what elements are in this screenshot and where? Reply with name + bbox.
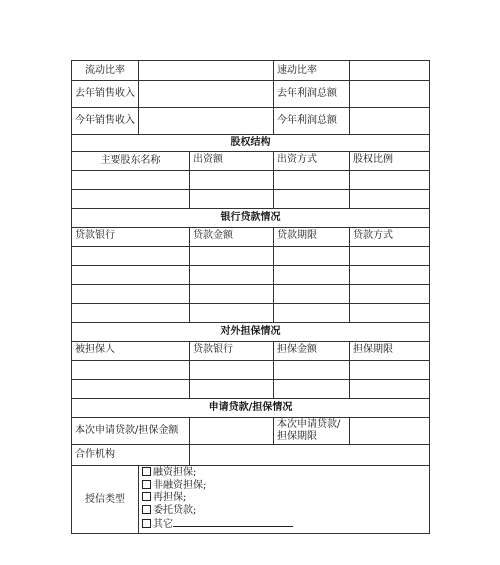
loans-cell[interactable] (190, 285, 274, 304)
loans-cell[interactable] (72, 266, 190, 285)
option-non-financing-guarantee[interactable]: 非融资担保; (142, 480, 426, 493)
guarantee-header-amount: 担保金额 (274, 342, 350, 361)
loans-cell[interactable] (72, 285, 190, 304)
loans-header-amount: 贷款金额 (190, 228, 274, 247)
other-blank-line[interactable] (173, 517, 293, 527)
quick-ratio-value[interactable] (350, 61, 430, 81)
application-section-title: 申请贷款/担保情况 (72, 399, 430, 418)
checkbox-icon[interactable] (142, 467, 151, 476)
loans-cell[interactable] (274, 266, 350, 285)
loans-cell[interactable] (274, 304, 350, 323)
checkbox-icon[interactable] (142, 519, 151, 528)
equity-cell[interactable] (274, 190, 350, 209)
equity-header-ratio: 股权比例 (350, 152, 430, 171)
current-ratio-value[interactable] (139, 61, 274, 81)
loans-cell[interactable] (350, 285, 430, 304)
equity-cell[interactable] (350, 171, 430, 190)
equity-cell[interactable] (190, 171, 274, 190)
application-amount-label: 本次申请贷款/担保金额 (72, 418, 190, 445)
loans-cell[interactable] (350, 266, 430, 285)
last-year-sales-label: 去年销售收入 (72, 81, 139, 108)
guarantee-cell[interactable] (274, 361, 350, 380)
this-year-sales-value[interactable] (139, 108, 274, 135)
checkbox-icon[interactable] (142, 505, 151, 514)
loan-application-form (71, 60, 430, 534)
checkbox-icon[interactable] (142, 480, 151, 489)
option-entrusted-loan[interactable]: 委托贷款; (142, 505, 426, 518)
loans-cell[interactable] (72, 304, 190, 323)
equity-cell[interactable] (72, 190, 190, 209)
guarantee-cell[interactable] (350, 361, 430, 380)
application-amount-value[interactable] (190, 418, 274, 445)
equity-cell[interactable] (350, 190, 430, 209)
equity-header-method: 出资方式 (274, 152, 350, 171)
loans-cell[interactable] (190, 247, 274, 266)
equity-cell[interactable] (274, 171, 350, 190)
loans-cell[interactable] (350, 304, 430, 323)
loans-section-title: 银行贷款情况 (72, 209, 430, 228)
application-term-label: 本次申请贷款/担保期限 (274, 418, 350, 445)
checkbox-icon[interactable] (142, 492, 151, 501)
guarantee-section-title: 对外担保情况 (72, 323, 430, 342)
option-financing-guarantee[interactable]: 融资担保; (142, 467, 426, 480)
guarantee-cell[interactable] (350, 380, 430, 399)
guarantee-header-bank: 贷款银行 (190, 342, 274, 361)
equity-section-title: 股权结构 (72, 135, 430, 152)
equity-header-shareholder: 主要股东名称 (72, 152, 190, 171)
equity-cell[interactable] (72, 171, 190, 190)
credit-type-options (139, 466, 430, 534)
loans-header-term: 贷款期限 (274, 228, 350, 247)
option-other[interactable]: 其它 (142, 517, 426, 532)
last-year-profit-value[interactable] (350, 81, 430, 108)
loans-cell[interactable] (72, 247, 190, 266)
loans-cell[interactable] (350, 247, 430, 266)
loans-cell[interactable] (190, 266, 274, 285)
guarantee-cell[interactable] (190, 380, 274, 399)
application-term-value[interactable] (350, 418, 430, 445)
equity-header-amount: 出资额 (190, 152, 274, 171)
guarantee-cell[interactable] (274, 380, 350, 399)
current-ratio-label: 流动比率 (72, 61, 139, 81)
this-year-profit-value[interactable] (350, 108, 430, 135)
quick-ratio-label: 速动比率 (274, 61, 350, 81)
guarantee-header-guaranteed: 被担保人 (72, 342, 190, 361)
last-year-sales-value[interactable] (139, 81, 274, 108)
guarantee-header-term: 担保期限 (350, 342, 430, 361)
loans-header-bank: 贷款银行 (72, 228, 190, 247)
credit-type-label: 授信类型 (72, 466, 139, 534)
loans-header-method: 贷款方式 (350, 228, 430, 247)
guarantee-cell[interactable] (190, 361, 274, 380)
guarantee-cell[interactable] (72, 380, 190, 399)
last-year-profit-label: 去年利润总额 (274, 81, 350, 108)
loans-cell[interactable] (274, 285, 350, 304)
equity-cell[interactable] (190, 190, 274, 209)
partner-value[interactable] (190, 445, 430, 466)
option-re-guarantee[interactable]: 再担保; (142, 492, 426, 505)
this-year-profit-label: 今年利润总额 (274, 108, 350, 135)
partner-label: 合作机构 (72, 445, 190, 466)
loans-cell[interactable] (190, 304, 274, 323)
guarantee-cell[interactable] (72, 361, 190, 380)
loans-cell[interactable] (274, 247, 350, 266)
this-year-sales-label: 今年销售收入 (72, 108, 139, 135)
